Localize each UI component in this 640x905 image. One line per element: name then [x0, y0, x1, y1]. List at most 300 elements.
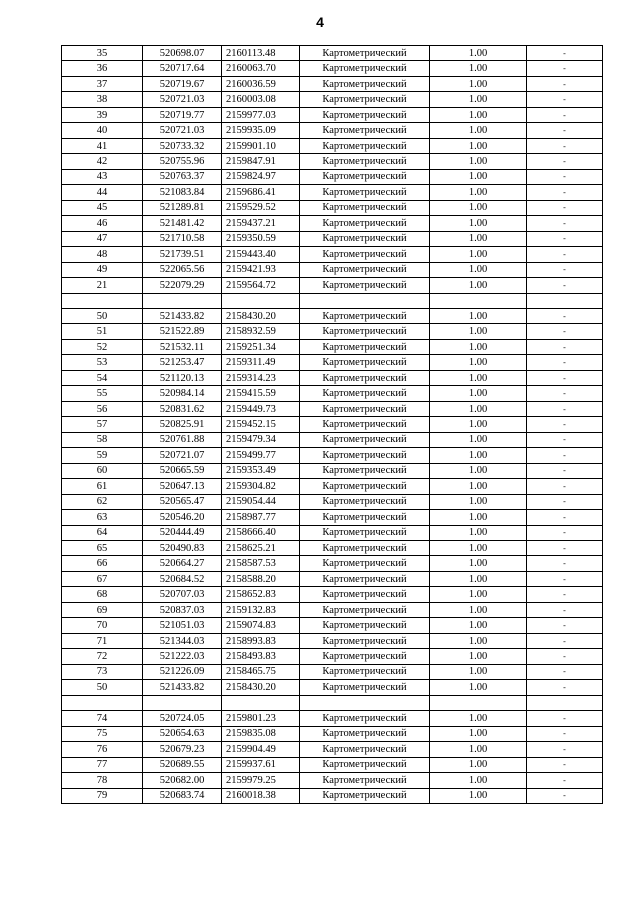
method-cell: Картометрический: [300, 386, 430, 401]
method-cell: Картометрический: [300, 633, 430, 648]
table-row: [62, 541, 603, 556]
x-coordinate-cell: [143, 695, 222, 710]
table-row: [62, 154, 603, 169]
note-cell: [527, 695, 603, 710]
method-cell: Картометрический: [300, 618, 430, 633]
method-cell: Картометрический: [300, 788, 430, 803]
accuracy-cell: 1.00: [430, 417, 527, 432]
x-coordinate-cell: 520490.83: [143, 541, 222, 556]
method-cell: Картометрический: [300, 355, 430, 370]
note-cell: -: [527, 308, 603, 323]
x-coordinate-cell: 520717.64: [143, 61, 222, 76]
point-number-cell: 73: [62, 664, 143, 679]
note-cell: -: [527, 494, 603, 509]
x-coordinate-cell: 521222.03: [143, 649, 222, 664]
y-coordinate-cell: 2159304.82: [222, 479, 300, 494]
table-row: [62, 695, 603, 710]
method-cell: Картометрический: [300, 680, 430, 695]
table-row: [62, 339, 603, 354]
point-number-cell: 36: [62, 61, 143, 76]
x-coordinate-cell: 520647.13: [143, 479, 222, 494]
point-number-cell: 67: [62, 571, 143, 586]
method-cell: Картометрический: [300, 711, 430, 726]
table-row: [62, 494, 603, 509]
x-coordinate-cell: 520698.07: [143, 46, 222, 61]
table-row: [62, 61, 603, 76]
y-coordinate-cell: 2158493.83: [222, 649, 300, 664]
x-coordinate-cell: 520689.55: [143, 757, 222, 772]
note-cell: -: [527, 788, 603, 803]
table-row: [62, 92, 603, 107]
table-row: [62, 231, 603, 246]
note-cell: -: [527, 355, 603, 370]
y-coordinate-cell: [222, 293, 300, 308]
table-row: [62, 633, 603, 648]
method-cell: Картометрический: [300, 169, 430, 184]
note-cell: -: [527, 247, 603, 262]
coordinates-table-body: [62, 46, 603, 804]
point-number-cell: 68: [62, 587, 143, 602]
note-cell: -: [527, 587, 603, 602]
y-coordinate-cell: 2159452.15: [222, 417, 300, 432]
accuracy-cell: 1.00: [430, 680, 527, 695]
note-cell: -: [527, 479, 603, 494]
table-row: [62, 278, 603, 293]
accuracy-cell: [430, 695, 527, 710]
note-cell: -: [527, 138, 603, 153]
accuracy-cell: 1.00: [430, 510, 527, 525]
x-coordinate-cell: 521433.82: [143, 308, 222, 323]
note-cell: -: [527, 649, 603, 664]
table-row: [62, 417, 603, 432]
accuracy-cell: 1.00: [430, 231, 527, 246]
method-cell: Картометрический: [300, 448, 430, 463]
point-number-cell: 71: [62, 633, 143, 648]
y-coordinate-cell: 2158666.40: [222, 525, 300, 540]
note-cell: -: [527, 541, 603, 556]
y-coordinate-cell: 2159311.49: [222, 355, 300, 370]
point-number-cell: 58: [62, 432, 143, 447]
x-coordinate-cell: 521083.84: [143, 185, 222, 200]
note-cell: -: [527, 448, 603, 463]
note-cell: -: [527, 602, 603, 617]
accuracy-cell: 1.00: [430, 788, 527, 803]
accuracy-cell: 1.00: [430, 463, 527, 478]
y-coordinate-cell: 2159979.25: [222, 773, 300, 788]
y-coordinate-cell: 2159437.21: [222, 216, 300, 231]
x-coordinate-cell: 521532.11: [143, 339, 222, 354]
x-coordinate-cell: 520755.96: [143, 154, 222, 169]
note-cell: -: [527, 216, 603, 231]
y-coordinate-cell: 2160113.48: [222, 46, 300, 61]
accuracy-cell: 1.00: [430, 571, 527, 586]
note-cell: -: [527, 262, 603, 277]
method-cell: Картометрический: [300, 587, 430, 602]
note-cell: -: [527, 432, 603, 447]
method-cell: [300, 293, 430, 308]
x-coordinate-cell: [143, 293, 222, 308]
y-coordinate-cell: 2159449.73: [222, 401, 300, 416]
x-coordinate-cell: 521289.81: [143, 200, 222, 215]
y-coordinate-cell: 2159564.72: [222, 278, 300, 293]
point-number-cell: 56: [62, 401, 143, 416]
point-number-cell: 35: [62, 46, 143, 61]
y-coordinate-cell: 2160063.70: [222, 61, 300, 76]
y-coordinate-cell: 2159977.03: [222, 107, 300, 122]
table-row: [62, 107, 603, 122]
table-row: [62, 773, 603, 788]
note-cell: -: [527, 61, 603, 76]
note-cell: -: [527, 711, 603, 726]
table-row: [62, 788, 603, 803]
method-cell: Картометрический: [300, 571, 430, 586]
y-coordinate-cell: 2159901.10: [222, 138, 300, 153]
method-cell: Картометрический: [300, 46, 430, 61]
point-number-cell: 44: [62, 185, 143, 200]
y-coordinate-cell: 2159529.52: [222, 200, 300, 215]
method-cell: [300, 695, 430, 710]
table-row: [62, 711, 603, 726]
y-coordinate-cell: 2158588.20: [222, 571, 300, 586]
note-cell: -: [527, 618, 603, 633]
table-row: [62, 602, 603, 617]
table-row: [62, 587, 603, 602]
table-row: [62, 200, 603, 215]
table-row: [62, 757, 603, 772]
x-coordinate-cell: 521226.09: [143, 664, 222, 679]
point-number-cell: 76: [62, 742, 143, 757]
y-coordinate-cell: 2159353.49: [222, 463, 300, 478]
x-coordinate-cell: 521253.47: [143, 355, 222, 370]
point-number-cell: 42: [62, 154, 143, 169]
table-row: [62, 510, 603, 525]
y-coordinate-cell: 2158652.83: [222, 587, 300, 602]
point-number-cell: 53: [62, 355, 143, 370]
accuracy-cell: 1.00: [430, 262, 527, 277]
x-coordinate-cell: 520831.62: [143, 401, 222, 416]
x-coordinate-cell: 520684.52: [143, 571, 222, 586]
x-coordinate-cell: 521344.03: [143, 633, 222, 648]
table-row: [62, 185, 603, 200]
accuracy-cell: 1.00: [430, 649, 527, 664]
table-row: [62, 293, 603, 308]
point-number-cell: 38: [62, 92, 143, 107]
method-cell: Картометрический: [300, 742, 430, 757]
y-coordinate-cell: 2160003.08: [222, 92, 300, 107]
method-cell: Картометрический: [300, 556, 430, 571]
y-coordinate-cell: 2159054.44: [222, 494, 300, 509]
y-coordinate-cell: 2159499.77: [222, 448, 300, 463]
table-row: [62, 525, 603, 540]
y-coordinate-cell: 2158430.20: [222, 680, 300, 695]
table-row: [62, 556, 603, 571]
note-cell: -: [527, 386, 603, 401]
note-cell: -: [527, 556, 603, 571]
table-row: [62, 123, 603, 138]
accuracy-cell: 1.00: [430, 216, 527, 231]
note-cell: -: [527, 339, 603, 354]
method-cell: Картометрический: [300, 510, 430, 525]
point-number-cell: 46: [62, 216, 143, 231]
note-cell: -: [527, 742, 603, 757]
table-row: [62, 463, 603, 478]
method-cell: Картометрический: [300, 216, 430, 231]
accuracy-cell: 1.00: [430, 773, 527, 788]
table-row: [62, 649, 603, 664]
method-cell: Картометрический: [300, 76, 430, 91]
x-coordinate-cell: 520654.63: [143, 726, 222, 741]
x-coordinate-cell: 520733.32: [143, 138, 222, 153]
accuracy-cell: 1.00: [430, 618, 527, 633]
x-coordinate-cell: 521051.03: [143, 618, 222, 633]
x-coordinate-cell: 521522.89: [143, 324, 222, 339]
method-cell: Картометрический: [300, 247, 430, 262]
x-coordinate-cell: 521710.58: [143, 231, 222, 246]
accuracy-cell: 1.00: [430, 726, 527, 741]
note-cell: -: [527, 757, 603, 772]
accuracy-cell: 1.00: [430, 154, 527, 169]
y-coordinate-cell: 2159847.91: [222, 154, 300, 169]
y-coordinate-cell: 2159801.23: [222, 711, 300, 726]
method-cell: Картометрический: [300, 664, 430, 679]
coordinates-table: [61, 45, 603, 804]
point-number-cell: 54: [62, 370, 143, 385]
y-coordinate-cell: 2159935.09: [222, 123, 300, 138]
point-number-cell: 74: [62, 711, 143, 726]
method-cell: Картометрический: [300, 494, 430, 509]
accuracy-cell: 1.00: [430, 92, 527, 107]
accuracy-cell: 1.00: [430, 757, 527, 772]
note-cell: -: [527, 169, 603, 184]
note-cell: [527, 293, 603, 308]
y-coordinate-cell: 2159421.93: [222, 262, 300, 277]
point-number-cell: 69: [62, 602, 143, 617]
method-cell: Картометрический: [300, 525, 430, 540]
accuracy-cell: 1.00: [430, 448, 527, 463]
table-row: [62, 216, 603, 231]
table-row: [62, 432, 603, 447]
note-cell: -: [527, 571, 603, 586]
y-coordinate-cell: 2159937.61: [222, 757, 300, 772]
accuracy-cell: 1.00: [430, 556, 527, 571]
accuracy-cell: 1.00: [430, 169, 527, 184]
point-number-cell: 39: [62, 107, 143, 122]
x-coordinate-cell: 520837.03: [143, 602, 222, 617]
method-cell: Картометрический: [300, 308, 430, 323]
accuracy-cell: 1.00: [430, 711, 527, 726]
note-cell: -: [527, 107, 603, 122]
point-number-cell: 61: [62, 479, 143, 494]
y-coordinate-cell: 2158932.59: [222, 324, 300, 339]
x-coordinate-cell: 520665.59: [143, 463, 222, 478]
accuracy-cell: 1.00: [430, 247, 527, 262]
note-cell: -: [527, 154, 603, 169]
point-number-cell: 47: [62, 231, 143, 246]
method-cell: Картометрический: [300, 231, 430, 246]
point-number-cell: 65: [62, 541, 143, 556]
note-cell: -: [527, 92, 603, 107]
accuracy-cell: 1.00: [430, 76, 527, 91]
method-cell: Картометрический: [300, 200, 430, 215]
x-coordinate-cell: 521120.13: [143, 370, 222, 385]
x-coordinate-cell: 520565.47: [143, 494, 222, 509]
point-number-cell: 41: [62, 138, 143, 153]
method-cell: Картометрический: [300, 138, 430, 153]
accuracy-cell: 1.00: [430, 107, 527, 122]
note-cell: -: [527, 664, 603, 679]
note-cell: -: [527, 525, 603, 540]
y-coordinate-cell: 2159479.34: [222, 432, 300, 447]
point-number-cell: [62, 293, 143, 308]
y-coordinate-cell: 2159074.83: [222, 618, 300, 633]
y-coordinate-cell: 2159314.23: [222, 370, 300, 385]
note-cell: -: [527, 680, 603, 695]
note-cell: -: [527, 46, 603, 61]
accuracy-cell: 1.00: [430, 432, 527, 447]
y-coordinate-cell: 2159686.41: [222, 185, 300, 200]
table-row: [62, 448, 603, 463]
point-number-cell: 79: [62, 788, 143, 803]
method-cell: Картометрический: [300, 401, 430, 416]
table-row: [62, 479, 603, 494]
accuracy-cell: 1.00: [430, 370, 527, 385]
method-cell: Картометрический: [300, 262, 430, 277]
table-row: [62, 742, 603, 757]
table-row: [62, 370, 603, 385]
table-row: [62, 308, 603, 323]
note-cell: -: [527, 185, 603, 200]
x-coordinate-cell: 520546.20: [143, 510, 222, 525]
method-cell: Картометрический: [300, 726, 430, 741]
y-coordinate-cell: 2159443.40: [222, 247, 300, 262]
accuracy-cell: 1.00: [430, 602, 527, 617]
method-cell: Картометрический: [300, 602, 430, 617]
accuracy-cell: 1.00: [430, 123, 527, 138]
point-number-cell: 50: [62, 680, 143, 695]
point-number-cell: 72: [62, 649, 143, 664]
table-row: [62, 169, 603, 184]
note-cell: -: [527, 633, 603, 648]
x-coordinate-cell: 520707.03: [143, 587, 222, 602]
point-number-cell: 64: [62, 525, 143, 540]
y-coordinate-cell: 2159415.59: [222, 386, 300, 401]
accuracy-cell: 1.00: [430, 185, 527, 200]
method-cell: Картометрический: [300, 463, 430, 478]
accuracy-cell: 1.00: [430, 138, 527, 153]
accuracy-cell: 1.00: [430, 525, 527, 540]
table-row: [62, 726, 603, 741]
method-cell: Картометрический: [300, 479, 430, 494]
y-coordinate-cell: 2159835.08: [222, 726, 300, 741]
point-number-cell: 78: [62, 773, 143, 788]
point-number-cell: [62, 695, 143, 710]
method-cell: Картометрический: [300, 278, 430, 293]
method-cell: Картометрический: [300, 649, 430, 664]
point-number-cell: 55: [62, 386, 143, 401]
method-cell: Картометрический: [300, 324, 430, 339]
point-number-cell: 21: [62, 278, 143, 293]
table-row: [62, 247, 603, 262]
point-number-cell: 60: [62, 463, 143, 478]
table-row: [62, 618, 603, 633]
point-number-cell: 37: [62, 76, 143, 91]
accuracy-cell: 1.00: [430, 278, 527, 293]
accuracy-cell: 1.00: [430, 200, 527, 215]
method-cell: Картометрический: [300, 154, 430, 169]
note-cell: -: [527, 773, 603, 788]
x-coordinate-cell: 520682.00: [143, 773, 222, 788]
accuracy-cell: 1.00: [430, 494, 527, 509]
accuracy-cell: 1.00: [430, 355, 527, 370]
x-coordinate-cell: 520664.27: [143, 556, 222, 571]
point-number-cell: 70: [62, 618, 143, 633]
table-row: [62, 401, 603, 416]
accuracy-cell: 1.00: [430, 46, 527, 61]
accuracy-cell: 1.00: [430, 587, 527, 602]
y-coordinate-cell: 2158430.20: [222, 308, 300, 323]
table-row: [62, 664, 603, 679]
accuracy-cell: 1.00: [430, 633, 527, 648]
note-cell: -: [527, 324, 603, 339]
accuracy-cell: 1.00: [430, 386, 527, 401]
method-cell: Картометрический: [300, 432, 430, 447]
accuracy-cell: 1.00: [430, 479, 527, 494]
table-row: [62, 138, 603, 153]
note-cell: -: [527, 370, 603, 385]
accuracy-cell: 1.00: [430, 324, 527, 339]
table-row: [62, 571, 603, 586]
y-coordinate-cell: 2159350.59: [222, 231, 300, 246]
y-coordinate-cell: 2160018.38: [222, 788, 300, 803]
accuracy-cell: 1.00: [430, 61, 527, 76]
x-coordinate-cell: 520984.14: [143, 386, 222, 401]
point-number-cell: 49: [62, 262, 143, 277]
point-number-cell: 62: [62, 494, 143, 509]
table-row: [62, 324, 603, 339]
point-number-cell: 50: [62, 308, 143, 323]
x-coordinate-cell: 521433.82: [143, 680, 222, 695]
accuracy-cell: 1.00: [430, 664, 527, 679]
x-coordinate-cell: 520761.88: [143, 432, 222, 447]
y-coordinate-cell: 2159132.83: [222, 602, 300, 617]
x-coordinate-cell: 522065.56: [143, 262, 222, 277]
table-row: [62, 386, 603, 401]
method-cell: Картометрический: [300, 339, 430, 354]
method-cell: Картометрический: [300, 773, 430, 788]
table-row: [62, 355, 603, 370]
x-coordinate-cell: 520683.74: [143, 788, 222, 803]
note-cell: -: [527, 76, 603, 91]
table-row: [62, 46, 603, 61]
x-coordinate-cell: 520763.37: [143, 169, 222, 184]
method-cell: Картометрический: [300, 541, 430, 556]
note-cell: -: [527, 200, 603, 215]
x-coordinate-cell: 520721.03: [143, 92, 222, 107]
note-cell: -: [527, 401, 603, 416]
y-coordinate-cell: 2158987.77: [222, 510, 300, 525]
y-coordinate-cell: 2159824.97: [222, 169, 300, 184]
note-cell: -: [527, 510, 603, 525]
table-row: [62, 262, 603, 277]
point-number-cell: 48: [62, 247, 143, 262]
note-cell: -: [527, 417, 603, 432]
x-coordinate-cell: 520825.91: [143, 417, 222, 432]
point-number-cell: 63: [62, 510, 143, 525]
point-number-cell: 51: [62, 324, 143, 339]
point-number-cell: 77: [62, 757, 143, 772]
y-coordinate-cell: 2158465.75: [222, 664, 300, 679]
point-number-cell: 45: [62, 200, 143, 215]
